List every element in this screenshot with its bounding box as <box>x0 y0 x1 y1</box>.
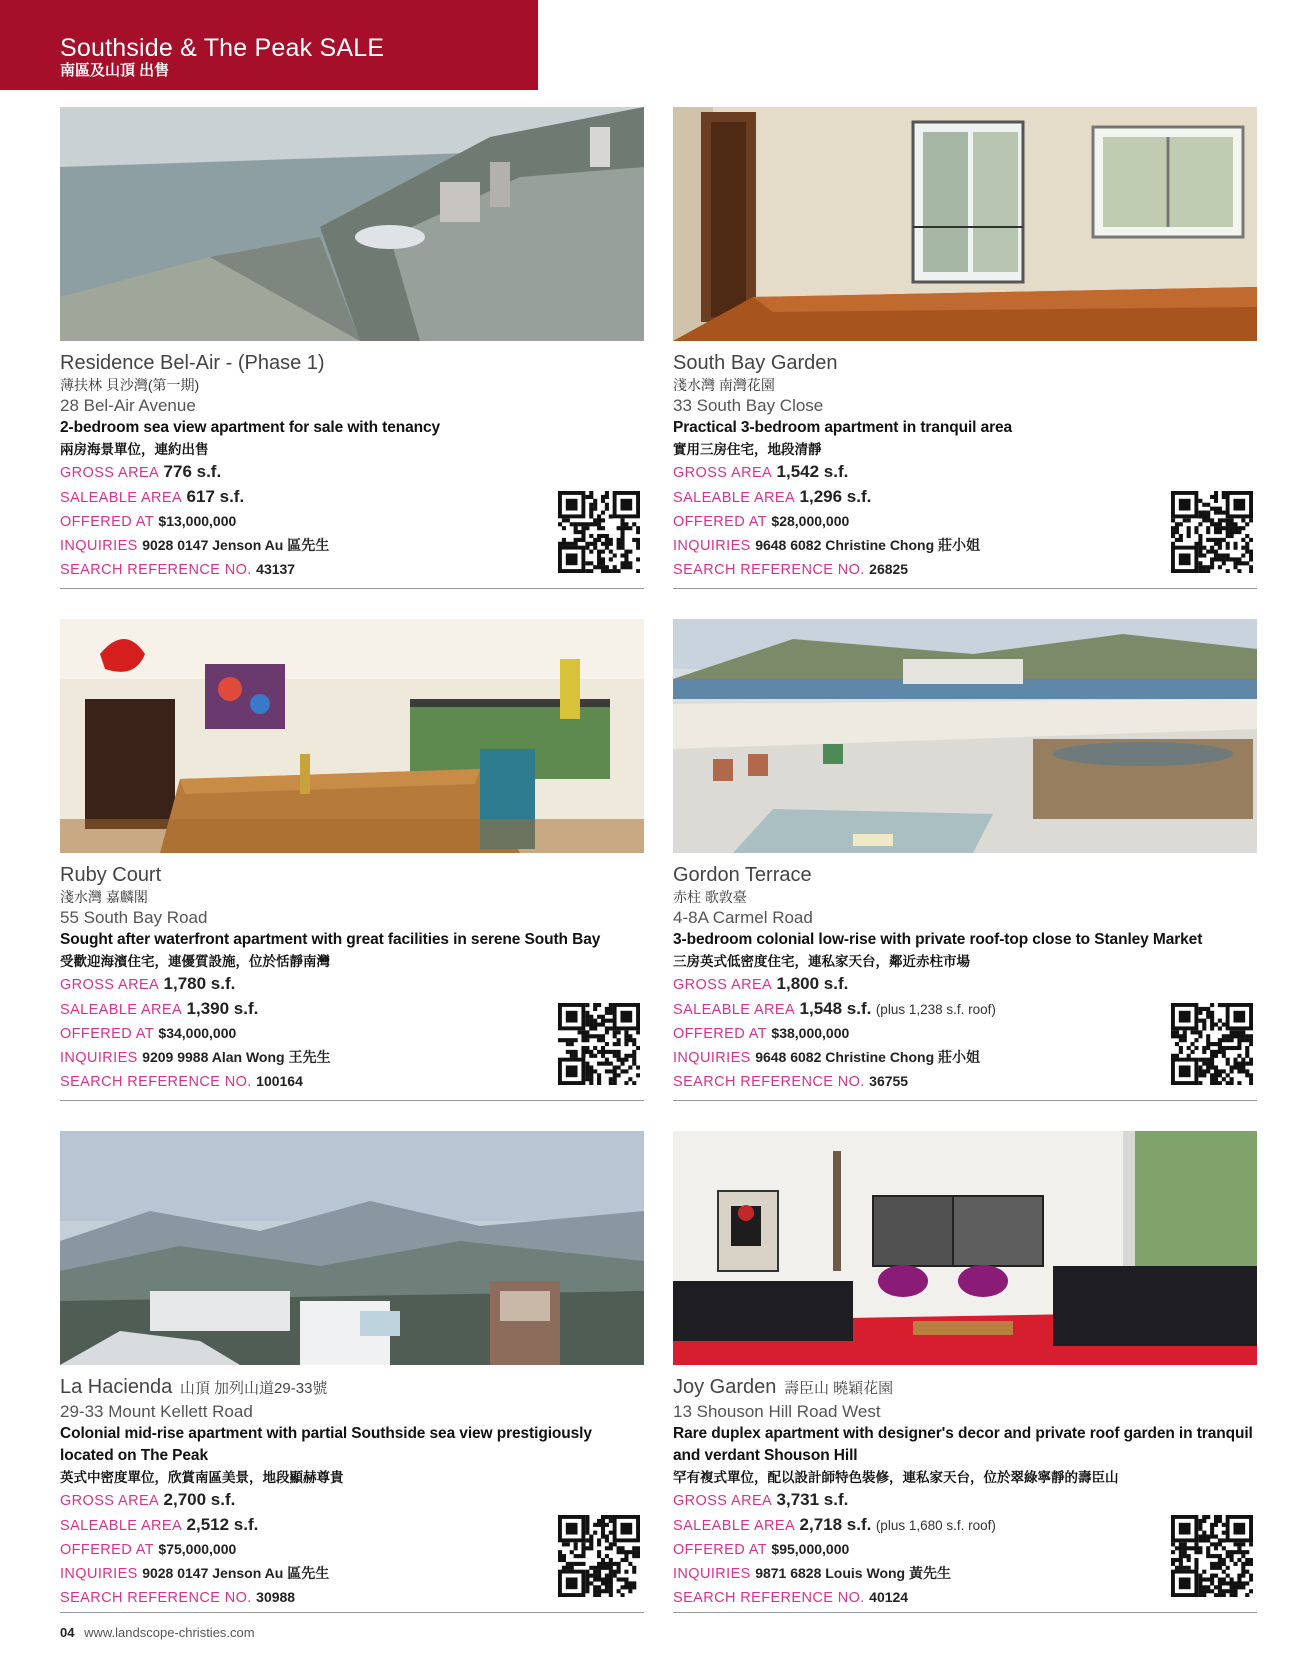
card-divider <box>673 1612 1257 1613</box>
roof-area-note: (plus 1,680 s.f. roof) <box>875 1518 996 1533</box>
reference-value: 26825 <box>869 561 909 577</box>
saleable-area-label: SALEABLE AREA <box>60 1518 183 1534</box>
gross-area-value: 1,800 s.f. <box>776 974 849 993</box>
qr-code-icon[interactable] <box>558 491 640 573</box>
card-divider <box>60 588 644 589</box>
reference-row <box>60 558 644 582</box>
property-name-row <box>673 1375 1257 1401</box>
listing-card[interactable] <box>60 107 644 589</box>
saleable-area-value: 1,296 s.f. <box>799 487 872 506</box>
property-name[interactable]: Residence Bel-Air - (Phase 1) <box>60 352 325 374</box>
inquiries-row <box>673 534 1257 558</box>
property-address: 55 South Bay Road <box>60 908 208 927</box>
property-photo[interactable] <box>60 107 644 341</box>
inquiries-value: 9028 0147 Jenson Au 區先生 <box>142 1565 330 1581</box>
saleable-area-value: 1,390 s.f. <box>186 999 259 1018</box>
reference-value: 43137 <box>256 561 296 577</box>
qr-code-icon[interactable] <box>1171 1515 1253 1597</box>
property-district-cn: 淺水灣 嘉麟閣 <box>60 889 148 905</box>
section-title: Southside & The Peak SALE <box>60 34 385 62</box>
listing-details <box>60 351 644 582</box>
property-district-cn: 壽臣山 曉穎花園 <box>783 1380 894 1397</box>
website-link[interactable]: www.landscope-christies.com <box>84 1625 255 1640</box>
gross-area-value: 3,731 s.f. <box>776 1490 849 1509</box>
property-description: Colonial mid-rise apartment with partial Southside sea view prestigiously located on The Peak <box>60 1425 592 1464</box>
qr-code-icon[interactable] <box>558 1515 640 1597</box>
property-photo[interactable] <box>673 107 1257 341</box>
card-divider <box>673 1100 1257 1101</box>
price-label: OFFERED AT <box>673 1026 767 1042</box>
reference-label: SEARCH REFERENCE NO. <box>673 1590 865 1606</box>
listing-details <box>673 863 1257 1094</box>
property-name[interactable]: La Hacienda <box>60 1376 173 1398</box>
saleable-area-row <box>673 997 1257 1022</box>
gross-area-label: GROSS AREA <box>673 1493 773 1509</box>
card-divider <box>673 588 1257 589</box>
saleable-area-label: SALEABLE AREA <box>673 490 796 506</box>
listing-card[interactable] <box>673 1131 1257 1613</box>
saleable-area-row <box>673 485 1257 510</box>
inquiries-value: 9209 9988 Alan Wong 王先生 <box>142 1049 331 1065</box>
property-address: 4-8A Carmel Road <box>673 908 813 927</box>
inquiries-label: INQUIRIES <box>60 538 138 554</box>
inquiries-value: 9028 0147 Jenson Au 區先生 <box>142 537 330 553</box>
inquiries-row <box>673 1562 1257 1586</box>
reference-label: SEARCH REFERENCE NO. <box>673 562 865 578</box>
price-value: $13,000,000 <box>158 513 237 529</box>
property-description: Sought after waterfront apartment with great facilities in serene South Bay <box>60 931 601 948</box>
saleable-area-label: SALEABLE AREA <box>60 490 183 506</box>
gross-area-row <box>673 972 1257 997</box>
price-row <box>673 1538 1257 1562</box>
property-description: Rare duplex apartment with designer's decor and private roof garden in tranquil and verdant Shouson Hill <box>673 1425 1253 1464</box>
saleable-area-label: SALEABLE AREA <box>673 1002 796 1018</box>
price-label: OFFERED AT <box>60 1542 154 1558</box>
property-address: 33 South Bay Close <box>673 396 824 415</box>
property-district-cn: 淺水灣 南灣花園 <box>673 377 775 393</box>
price-row <box>60 510 644 534</box>
price-value: $38,000,000 <box>771 1025 850 1041</box>
saleable-area-row <box>60 485 644 510</box>
gross-area-row <box>60 1488 644 1513</box>
section-header <box>0 0 538 90</box>
property-photo[interactable] <box>60 619 644 853</box>
listing-card[interactable] <box>60 619 644 1101</box>
inquiries-value: 9648 6082 Christine Chong 莊小姐 <box>755 537 981 553</box>
gross-area-row <box>60 460 644 485</box>
saleable-area-row <box>60 1513 644 1538</box>
price-value: $28,000,000 <box>771 513 850 529</box>
listing-card[interactable] <box>673 107 1257 589</box>
listing-card[interactable] <box>60 1131 644 1613</box>
gross-area-label: GROSS AREA <box>60 1493 160 1509</box>
listing-details <box>60 863 644 1094</box>
property-name[interactable]: Joy Garden <box>673 1376 777 1398</box>
inquiries-row <box>673 1046 1257 1070</box>
inquiries-row <box>60 534 644 558</box>
property-address: 28 Bel-Air Avenue <box>60 396 196 415</box>
inquiries-label: INQUIRIES <box>673 1566 751 1582</box>
gross-area-row <box>673 460 1257 485</box>
reference-row <box>673 1070 1257 1094</box>
property-description-cn: 實用三房住宅，地段清靜 <box>673 442 822 457</box>
gross-area-label: GROSS AREA <box>60 977 160 993</box>
reference-label: SEARCH REFERENCE NO. <box>673 1074 865 1090</box>
reference-value: 30988 <box>256 1589 296 1605</box>
inquiries-label: INQUIRIES <box>60 1566 138 1582</box>
reference-value: 100164 <box>256 1073 303 1089</box>
gross-area-label: GROSS AREA <box>673 977 773 993</box>
gross-area-label: GROSS AREA <box>673 465 773 481</box>
price-label: OFFERED AT <box>673 1542 767 1558</box>
price-label: OFFERED AT <box>60 514 154 530</box>
saleable-area-value: 2,512 s.f. <box>186 1515 259 1534</box>
price-value: $34,000,000 <box>158 1025 237 1041</box>
property-description: 3-bedroom colonial low-rise with private roof-top close to Stanley Market <box>673 931 1203 948</box>
inquiries-label: INQUIRIES <box>673 538 751 554</box>
price-label: OFFERED AT <box>60 1026 154 1042</box>
listing-details <box>60 1375 644 1610</box>
listing-details <box>673 351 1257 582</box>
reference-value: 40124 <box>869 1589 909 1605</box>
property-description-cn: 受歡迎海濱住宅，連優質設施，位於恬靜南灣 <box>60 954 330 969</box>
qr-code-icon[interactable] <box>558 1003 640 1085</box>
saleable-area-value: 1,548 s.f. <box>799 999 872 1018</box>
saleable-area-label: SALEABLE AREA <box>673 1518 796 1534</box>
price-row <box>673 1022 1257 1046</box>
gross-area-row <box>60 972 644 997</box>
saleable-area-label: SALEABLE AREA <box>60 1002 183 1018</box>
price-row <box>673 510 1257 534</box>
gross-area-value: 1,780 s.f. <box>163 974 236 993</box>
page-number: 04 <box>60 1625 75 1640</box>
property-photo[interactable] <box>60 1131 644 1365</box>
saleable-area-value: 617 s.f. <box>186 487 245 506</box>
qr-code-icon[interactable] <box>1171 1003 1253 1085</box>
property-description: Practical 3-bedroom apartment in tranquil area <box>673 419 1013 436</box>
inquiries-label: INQUIRIES <box>60 1050 138 1066</box>
listing-card[interactable] <box>673 619 1257 1101</box>
gross-area-label: GROSS AREA <box>60 465 160 481</box>
property-district-cn: 薄扶林 貝沙灣(第一期) <box>60 377 200 393</box>
reference-row <box>60 1070 644 1094</box>
price-row <box>60 1538 644 1562</box>
price-value: $75,000,000 <box>158 1541 237 1557</box>
property-name[interactable]: Gordon Terrace <box>673 864 812 886</box>
property-photo[interactable] <box>673 619 1257 853</box>
gross-area-row <box>673 1488 1257 1513</box>
card-divider <box>60 1612 644 1613</box>
property-address: 13 Shouson Hill Road West <box>673 1402 881 1421</box>
gross-area-value: 2,700 s.f. <box>163 1490 236 1509</box>
reference-row <box>673 558 1257 582</box>
reference-value: 36755 <box>869 1073 909 1089</box>
inquiries-row <box>60 1046 644 1070</box>
qr-code-icon[interactable] <box>1171 491 1253 573</box>
gross-area-value: 776 s.f. <box>163 462 222 481</box>
property-district-cn: 山頂 加列山道29-33號 <box>179 1380 328 1397</box>
saleable-area-value: 2,718 s.f. <box>799 1515 872 1534</box>
price-value: $95,000,000 <box>771 1541 850 1557</box>
reference-label: SEARCH REFERENCE NO. <box>60 1074 252 1090</box>
property-description-cn: 兩房海景單位，連約出售 <box>60 442 209 457</box>
reference-row <box>60 1586 644 1610</box>
property-district-cn: 赤柱 歌敦臺 <box>673 889 747 905</box>
property-description-cn: 三房英式低密度住宅，連私家天台，鄰近赤柱市場 <box>673 954 970 969</box>
section-subtitle: 南區及山頂 出售 <box>60 62 170 79</box>
property-address: 29-33 Mount Kellett Road <box>60 1402 253 1421</box>
property-description-cn: 英式中密度單位，欣賞南區美景，地段顯赫尊貴 <box>60 1470 344 1485</box>
inquiries-label: INQUIRIES <box>673 1050 751 1066</box>
reference-label: SEARCH REFERENCE NO. <box>60 1590 252 1606</box>
property-name[interactable]: South Bay Garden <box>673 352 838 374</box>
property-description: 2-bedroom sea view apartment for sale with tenancy <box>60 419 441 436</box>
card-divider <box>60 1100 644 1101</box>
property-photo[interactable] <box>673 1131 1257 1365</box>
gross-area-value: 1,542 s.f. <box>776 462 849 481</box>
property-name[interactable]: Ruby Court <box>60 864 162 886</box>
inquiries-value: 9648 6082 Christine Chong 莊小姐 <box>755 1049 981 1065</box>
listing-details <box>673 1375 1257 1610</box>
saleable-area-row <box>60 997 644 1022</box>
inquiries-row <box>60 1562 644 1586</box>
price-row <box>60 1022 644 1046</box>
reference-row <box>673 1586 1257 1610</box>
roof-area-note: (plus 1,238 s.f. roof) <box>875 1002 996 1017</box>
inquiries-value: 9871 6828 Louis Wong 黃先生 <box>755 1565 951 1581</box>
page-footer <box>60 1625 255 1640</box>
reference-label: SEARCH REFERENCE NO. <box>60 562 252 578</box>
property-name-row <box>60 1375 644 1401</box>
price-label: OFFERED AT <box>673 514 767 530</box>
property-description-cn: 罕有複式單位，配以設計師特色裝修，連私家天台，位於翠綠寧靜的壽臣山 <box>673 1470 1119 1485</box>
saleable-area-row <box>673 1513 1257 1538</box>
